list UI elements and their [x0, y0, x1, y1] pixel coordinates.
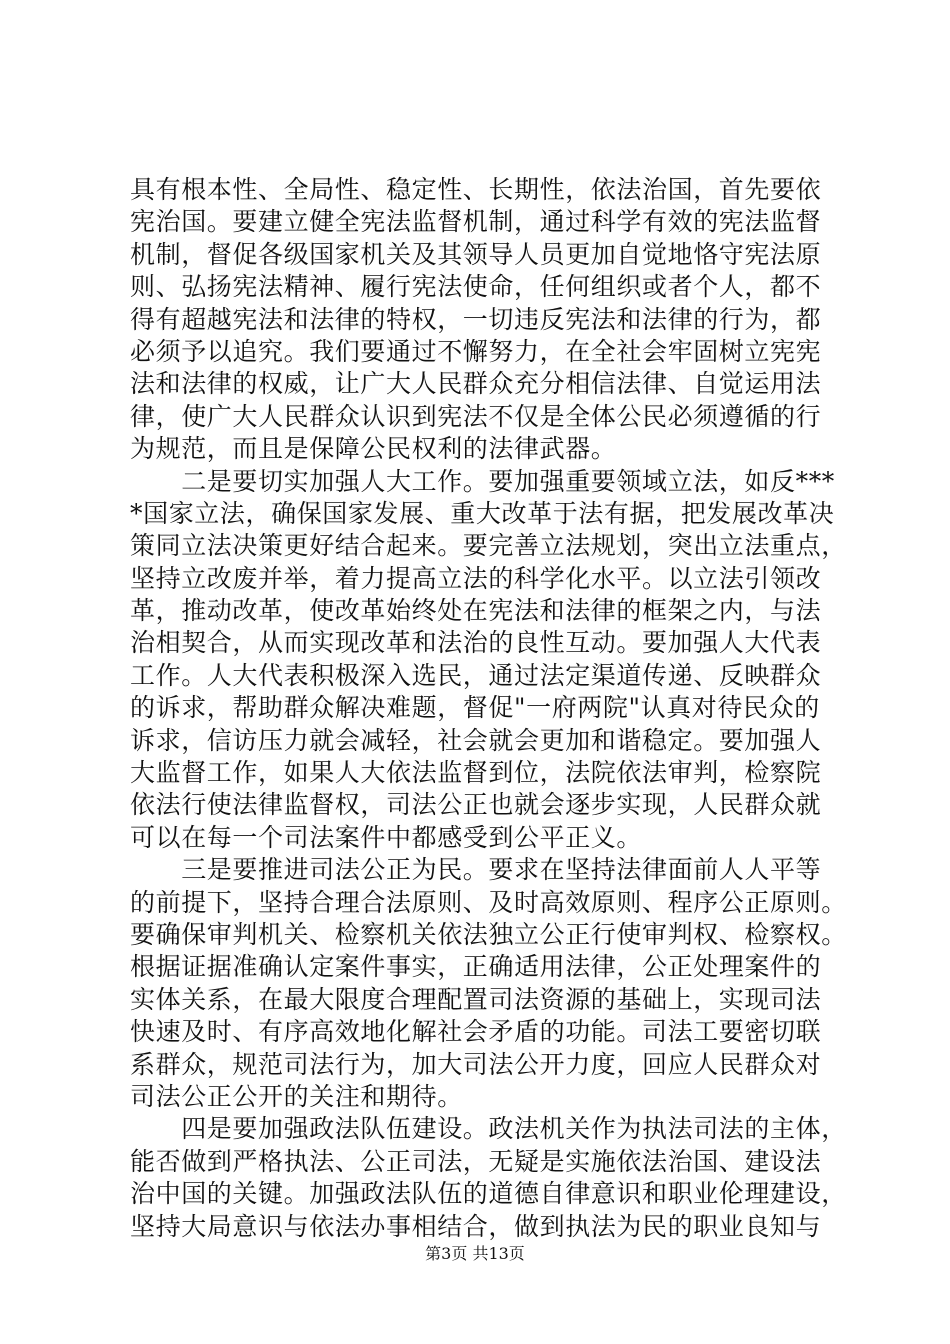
text-line: 宪治国。要建立健全宪法监督机制，通过科学有效的宪法监督 — [130, 207, 822, 237]
text-line: 坚持大局意识与依法办事相结合，做到执法为民的职业良知与 — [130, 1211, 822, 1241]
text-line: 机制，督促各级国家机关及其领导人员更加自觉地恪守宪法原 — [130, 239, 822, 269]
page-number: 第3页 共13页 — [425, 1244, 525, 1263]
text-line: 治中国的关键。加强政法队伍的道德自律意识和职业伦理建设， — [130, 1179, 847, 1209]
paragraph-start-line: 三是要推进司法公正为民。要求在坚持法律面前人人平等 — [130, 855, 822, 885]
text-line: 可以在每一个司法案件中都感受到公平正义。 — [130, 822, 643, 852]
text-line: 必须予以追究。我们要通过不懈努力，在全社会牢固树立宪宪 — [130, 336, 822, 366]
text-line: 的诉求，帮助群众解决难题，督促"一府两院"认真对待民众的 — [130, 693, 820, 723]
text-line: 根据证据准确认定案件事实，正确适用法律，公正处理案件的 — [130, 952, 822, 982]
text-line: 坚持立改废并举，着力提高立法的科学化水平。以立法引领改 — [130, 563, 822, 593]
text-line: 要确保审判机关、检察机关依法独立公正行使审判权、检察权。 — [130, 919, 847, 949]
text-line: 实体关系，在最大限度合理配置司法资源的基础上，实现司法 — [130, 984, 822, 1014]
text-line: 的前提下，坚持合理合法原则、及时高效原则、程序公正原则。 — [130, 887, 847, 917]
text-line: 快速及时、有序高效地化解社会矛盾的功能。司法工要密切联 — [130, 1017, 822, 1047]
text-line: 法和法律的权威，让广大人民群众充分相信法律、自觉运用法 — [130, 369, 822, 399]
document-body — [130, 174, 847, 1243]
text-line: 则、弘扬宪法精神、履行宪法使命，任何组织或者个人，都不 — [130, 272, 822, 302]
paragraph-start-line: 二是要切实加强人大工作。要加强重要领域立法，如反*** — [130, 466, 835, 496]
text-line: 能否做到严格执法、公正司法，无疑是实施依法治国、建设法 — [130, 1146, 822, 1176]
text-line: 系群众，规范司法行为，加大司法公开力度，回应人民群众对 — [130, 1049, 822, 1079]
text-line: 革，推动改革，使改革始终处在宪法和法律的框架之内，与法 — [130, 596, 822, 626]
text-line: 诉求，信访压力就会减轻，社会就会更加和谐稳定。要加强人 — [130, 725, 822, 755]
text-line: 律，使广大人民群众认识到宪法不仅是全体公民必须遵循的行 — [130, 401, 822, 431]
paragraph-start-line: 四是要加强政法队伍建设。政法机关作为执法司法的主体， — [130, 1114, 847, 1144]
text-line: 策同立法决策更好结合起来。要完善立法规划，突出立法重点， — [130, 531, 847, 561]
text-line: 依法行使法律监督权，司法公正也就会逐步实现，人民群众就 — [130, 790, 822, 820]
text-line: 司法公正公开的关注和期待。 — [130, 1081, 463, 1111]
page-footer — [0, 1243, 950, 1265]
text-line: 得有超越宪法和法律的特权，一切违反宪法和法律的行为，都 — [130, 304, 822, 334]
text-line: 具有根本性、全局性、稳定性、长期性，依法治国，首先要依 — [130, 175, 822, 204]
text-line: 治相契合，从而实现改革和法治的良性互动。要加强人大代表 — [130, 628, 822, 658]
text-line: *国家立法，确保国家发展、重大改革于法有据，把发展改革决 — [130, 498, 835, 528]
text-line: 为规范，而且是保障公民权利的法律武器。 — [130, 434, 617, 464]
text-line: 工作。人大代表积极深入选民，通过法定渠道传递、反映群众 — [130, 660, 822, 690]
text-line: 大监督工作，如果人大依法监督到位，法院依法审判，检察院 — [130, 758, 822, 788]
